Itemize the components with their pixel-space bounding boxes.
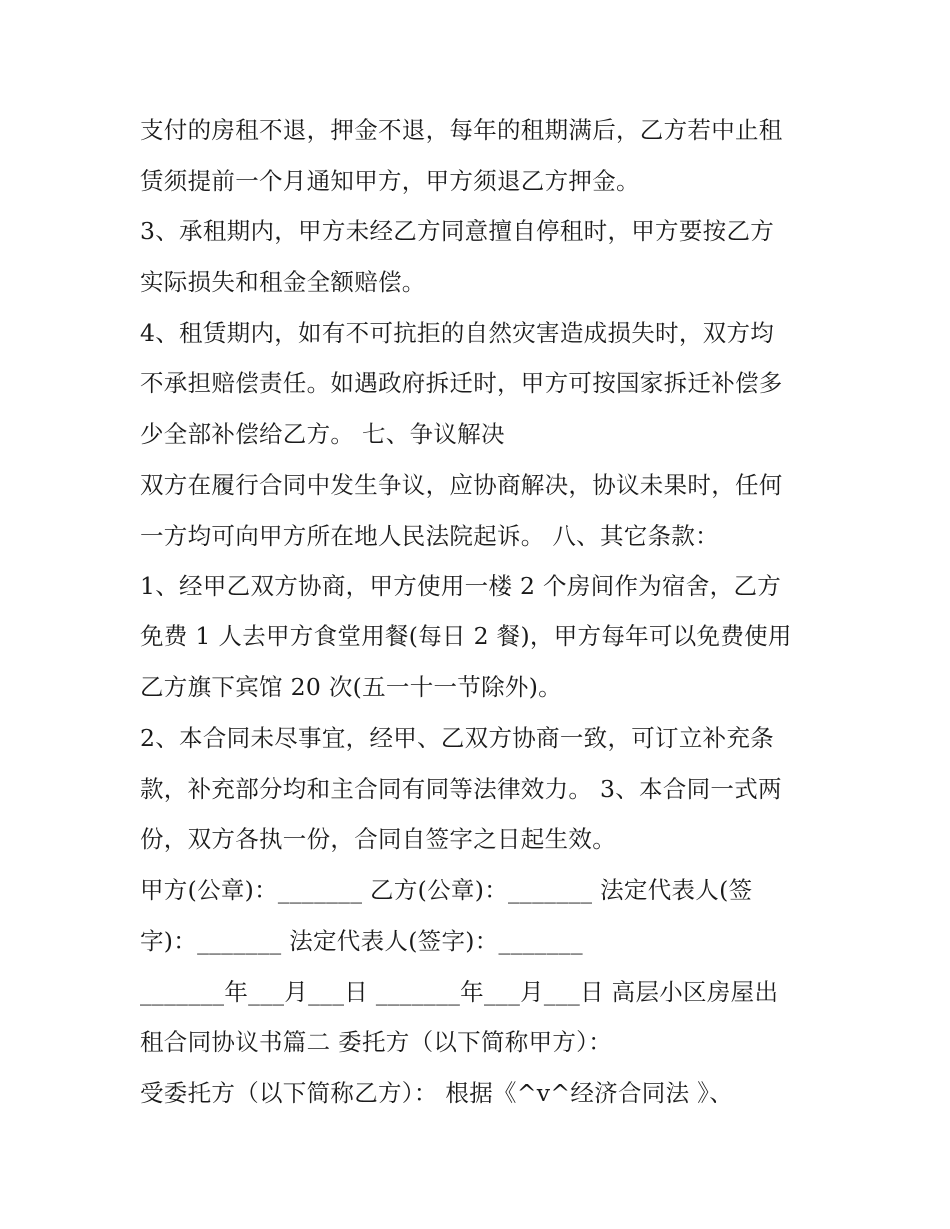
text-line: 4、租赁期内，如有不可抗拒的自然灾害造成损失时，双方均 xyxy=(140,319,775,347)
text-line: _______年___月___日 _______年___月___日 高层小区房屋出 xyxy=(140,978,779,1006)
text-line: 双方在履行合同中发生争议，应协商解决，协议未果时，任何 xyxy=(140,471,783,499)
text-line: 受委托方（以下简称乙方）： 根据《^v^经济合同法 》、 xyxy=(140,1079,733,1107)
text-line: 一方均可向甲方所在地人民法院起诉。 八、其它条款： xyxy=(140,522,719,550)
text-line: 甲方(公章)：_______ 乙方(公章)：_______ 法定代表人(签 xyxy=(140,876,753,904)
text-line: 2、本合同未尽事宜，经甲、乙双方协商一致，可订立补充条 xyxy=(140,724,775,752)
text-line: 少全部补偿给乙方。 七、争议解决 xyxy=(140,420,505,448)
text-line: 份，双方各执一份，合同自签字之日起生效。 xyxy=(140,825,616,853)
text-line: 实际损失和租金全额赔偿。 xyxy=(140,268,426,296)
text-line: 3、承租期内，甲方未经乙方同意擅自停租时，甲方要按乙方 xyxy=(140,217,775,245)
text-line: 1、经甲乙双方协商，甲方使用一楼 2 个房间作为宿舍，乙方 xyxy=(140,572,782,600)
text-line: 不承担赔偿责任。如遇政府拆迁时，甲方可按国家拆迁补偿多 xyxy=(140,369,783,397)
text-line: 赁须提前一个月通知甲方，甲方须退乙方押金。 xyxy=(140,167,640,195)
text-line: 款，补充部分均和主合同有同等法律效力。 3、本合同一式两 xyxy=(140,775,782,803)
text-line: 租合同协议书篇二 委托方（以下简称甲方）： xyxy=(140,1028,613,1056)
text-line: 乙方旗下宾馆 20 次(五一十一节除外)。 xyxy=(140,673,562,701)
text-line: 字)：_______ 法定代表人(签字)：_______ xyxy=(140,927,583,955)
text-line: 支付的房租不退，押金不退，每年的租期满后，乙方若中止租 xyxy=(140,116,783,144)
text-line: 免费 1 人去甲方食堂用餐(每日 2 餐)，甲方每年可以免费使用 xyxy=(140,622,792,650)
